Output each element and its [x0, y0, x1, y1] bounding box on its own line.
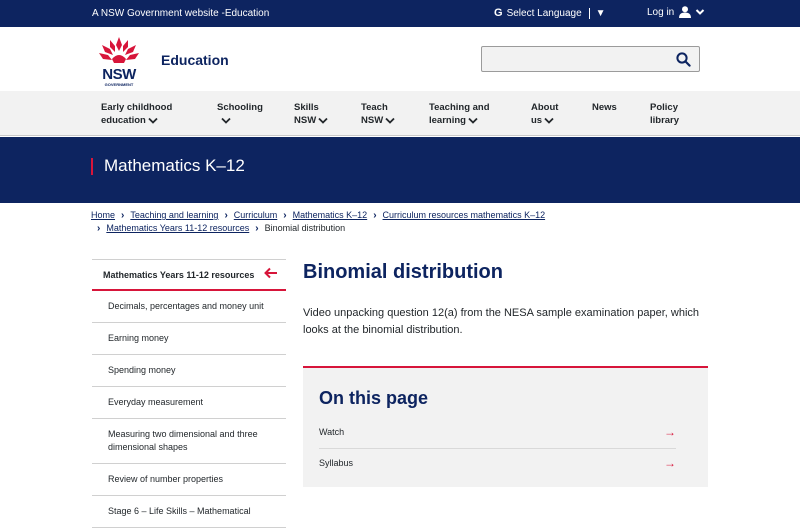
sidenav-item-decimals[interactable]: Decimals, percentages and money unit [92, 291, 286, 323]
login-button[interactable] [647, 6, 704, 18]
breadcrumb [91, 209, 551, 235]
accent-bar [91, 158, 93, 175]
nav-item-teaching-and-learning[interactable] [429, 101, 490, 127]
sidenav-item-measuring-shapes[interactable]: Measuring two dimensional and three dimensional shapes [92, 419, 286, 464]
nav-label: Policy [650, 102, 678, 113]
nav-label: About [531, 102, 559, 113]
chevron-right-icon: › [224, 210, 228, 221]
chevron-down-icon [696, 9, 704, 15]
top-bar [0, 0, 800, 27]
government-website-label: A NSW Government website -Education [92, 8, 270, 19]
page-title: Binomial distribution [303, 261, 503, 283]
chevron-right-icon: › [121, 210, 125, 221]
main-content [303, 259, 708, 339]
user-icon [679, 6, 691, 18]
logo-subtext: GOVERNMENT [104, 82, 134, 87]
sidenav-item-number-properties[interactable]: Review of number properties [92, 464, 286, 496]
select-language-label: Select Language [506, 7, 582, 19]
chevron-down-icon [385, 117, 395, 124]
sidenav-item-spending-money[interactable]: Spending money [92, 355, 286, 387]
sidenav-item-earning-money[interactable]: Earning money [92, 323, 286, 355]
google-translate-icon: G [494, 7, 503, 19]
chevron-right-icon: › [255, 223, 259, 234]
arrow-right-icon: → [664, 456, 676, 470]
chevron-down-icon [148, 117, 158, 124]
select-language-button[interactable] [494, 7, 606, 19]
site-header [0, 27, 800, 91]
chevron-right-icon: › [373, 210, 377, 221]
nav-item-about-us[interactable] [531, 101, 558, 127]
chevron-down-icon [544, 117, 554, 124]
section-banner [0, 137, 800, 203]
nav-item-schooling[interactable] [217, 101, 263, 127]
triangle-down-icon: ▼ [595, 7, 606, 19]
breadcrumb-teaching-and-learning[interactable]: Teaching and learning [130, 210, 219, 220]
login-label: Log in [647, 6, 675, 18]
nav-label: learning [429, 115, 466, 126]
nsw-government-logo[interactable] [98, 37, 140, 87]
search-button[interactable] [676, 52, 691, 72]
breadcrumb-mathematics-k-12[interactable]: Mathematics K–12 [292, 210, 368, 220]
on-this-page-link-watch[interactable] [319, 419, 676, 449]
breadcrumb-home[interactable]: Home [91, 210, 116, 220]
main-navigation [0, 91, 800, 136]
nav-label: Skills [294, 102, 319, 113]
link-label: Watch [319, 427, 345, 437]
arrow-left-icon [264, 267, 278, 279]
waratah-icon [98, 37, 140, 63]
nav-label: NSW [294, 115, 317, 126]
section-title: Mathematics K–12 [104, 156, 245, 175]
arrow-right-icon: → [664, 425, 676, 439]
sidenav-item-stage-6-life-skills[interactable]: Stage 6 – Life Skills – Mathematical [92, 496, 286, 528]
nav-label: education [101, 115, 146, 126]
breadcrumb-curriculum[interactable]: Curriculum [233, 210, 278, 220]
nav-label: library [650, 115, 680, 126]
logo-text: NSW [102, 66, 136, 83]
nav-item-skills-nsw[interactable] [294, 101, 328, 127]
sidenav-parent-label: Mathematics Years 11-12 resources [103, 270, 255, 280]
chevron-down-icon [468, 117, 478, 124]
chevron-right-icon: › [283, 210, 287, 221]
sidenav-parent-link[interactable] [92, 260, 286, 291]
breadcrumb-years-11-12-resources[interactable]: Mathematics Years 11-12 resources [106, 223, 250, 233]
on-this-page-link-syllabus[interactable] [319, 450, 676, 480]
chevron-right-icon: › [97, 223, 101, 234]
on-this-page-heading: On this page [319, 388, 429, 408]
nav-label: News [592, 102, 617, 113]
nav-item-teach-nsw[interactable] [361, 101, 395, 127]
page-intro: Video unpacking question 12(a) from the NESA sample examination paper, which looks at the binomial distribution. [303, 307, 700, 336]
side-navigation [92, 259, 286, 528]
search-icon [676, 52, 691, 67]
nav-label: Schooling [217, 102, 263, 113]
search-input[interactable] [481, 46, 700, 72]
chevron-down-icon [221, 117, 231, 124]
breadcrumb-current: Binomial distribution [264, 223, 346, 233]
nav-label: us [531, 115, 543, 126]
nav-label: Teaching and [429, 102, 490, 113]
chevron-down-icon [318, 117, 328, 124]
nav-label: Teach [361, 102, 388, 113]
nav-item-early-childhood[interactable] [101, 101, 172, 127]
sidenav-item-everyday-measurement[interactable]: Everyday measurement [92, 387, 286, 419]
nav-label: NSW [361, 115, 384, 126]
link-label: Syllabus [319, 458, 354, 468]
nav-item-news[interactable] [592, 101, 617, 114]
divider [589, 8, 590, 19]
nav-item-policy-library[interactable] [650, 101, 679, 127]
on-this-page-box [303, 366, 708, 487]
site-brand[interactable]: Education [161, 52, 229, 68]
breadcrumb-curriculum-resources[interactable]: Curriculum resources mathematics K–12 [382, 210, 546, 220]
nav-label: Early childhood [101, 102, 173, 113]
